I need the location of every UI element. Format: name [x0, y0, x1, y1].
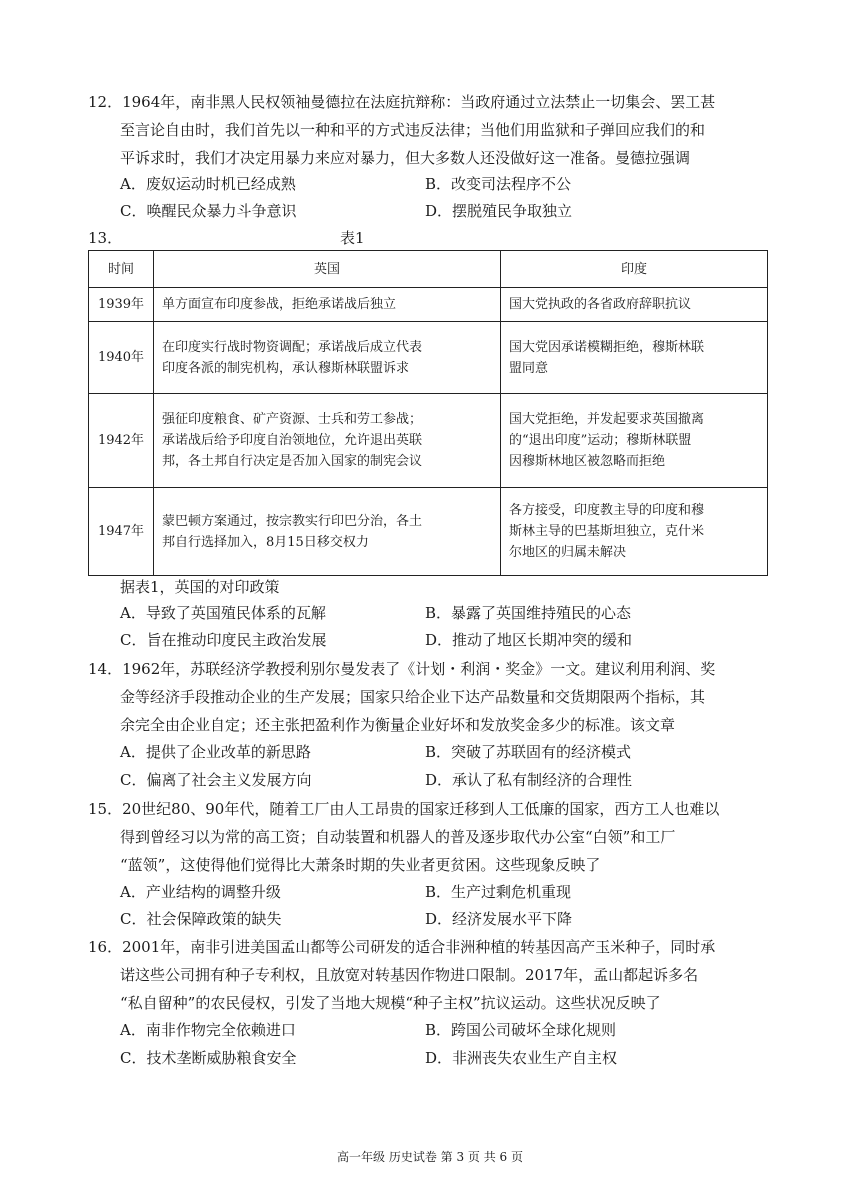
question-14-option-c[interactable]: C．偏离了社会主义发展方向: [120, 771, 312, 789]
cell-line: 蒙巴顿方案通过，按宗教实行印巴分治，各土: [162, 513, 423, 529]
question-13-option-b[interactable]: B．暴露了英国维持殖民的心态: [425, 604, 632, 622]
question-16-option-b[interactable]: B．跨国公司破坏全球化规则: [425, 1021, 617, 1039]
question-15-line-2: 得到曾经习以为常的高工资；自动装置和机器人的普及逐步取代办公室“白领”和工厂: [120, 828, 676, 846]
table-cell-uk: [154, 488, 501, 576]
table-cell-uk: [154, 394, 501, 488]
cell-line: 斯林主导的巴基斯坦独立，克什米: [509, 524, 705, 539]
cell-line: 盟同意: [509, 360, 549, 376]
table-header-india: 印度: [501, 251, 768, 288]
table-header-row: [89, 251, 768, 288]
table-header-uk: 英国: [154, 251, 501, 288]
question-14-line-1: 14．1962年，苏联经济学教授利别尔曼发表了《计划・利润・奖金》一文。建议利用利润、奖: [88, 660, 716, 678]
table-cell-year: 1939年: [89, 288, 154, 322]
table-cell-year: 1940年: [89, 322, 154, 394]
question-12-line-3: 平诉求时，我们才决定用暴力来应对暴力，但大多数人还没做好这一准备。曼德拉强调: [120, 149, 691, 167]
question-15-option-b[interactable]: B．生产过剩危机重现: [425, 883, 572, 901]
cell-line: 单方面宣布印度参战，拒绝承诺战后独立: [162, 297, 397, 312]
question-14-line-2: 金等经济手段推动企业的生产发展；国家只给企业下达产品数量和交货期限两个指标，其: [120, 688, 706, 706]
cell-line: 国大党拒绝，并发起要求英国撤离: [509, 412, 705, 427]
question-15-option-c[interactable]: C．社会保障政策的缺失: [120, 910, 282, 928]
table-cell-india: [501, 322, 768, 394]
policy-table: [88, 250, 768, 576]
table-row: [89, 488, 768, 576]
question-13-option-c[interactable]: C．旨在推动印度民主政治发展: [120, 631, 327, 649]
cell-line: 因穆斯林地区被忽略而拒绝: [509, 454, 666, 469]
table-row: [89, 394, 768, 488]
question-15-line-3: “蓝领”，这使得他们觉得比大萧条时期的失业者更贫困。这些现象反映了: [120, 856, 601, 874]
question-15-option-d[interactable]: D．经济发展水平下降: [425, 910, 573, 928]
question-13-option-a[interactable]: A．导致了英国殖民体系的瓦解: [120, 604, 326, 622]
question-16-option-c[interactable]: C．技术垄断威胁粮食安全: [120, 1049, 297, 1067]
question-12-option-c[interactable]: C．唤醒民众暴力斗争意识: [120, 202, 297, 220]
table-header-time: 时间: [89, 251, 154, 288]
question-15-option-a[interactable]: A．产业结构的调整升级: [120, 883, 281, 901]
cell-line: 印度各派的制宪机构，承认穆斯林联盟诉求: [162, 360, 410, 376]
table-cell-india: [501, 394, 768, 488]
cell-line: 的“退出印度”运动；穆斯林联盟: [509, 433, 692, 448]
cell-line: 各方接受，印度教主导的印度和穆: [509, 503, 705, 518]
question-14-option-a[interactable]: A．提供了企业改革的新思路: [120, 743, 311, 761]
question-12-option-d[interactable]: D．摆脱殖民争取独立: [425, 202, 573, 220]
cell-line: 尔地区的归属未解决: [509, 545, 627, 560]
cell-line: 强征印度粮食、矿产资源、士兵和劳工参战；: [162, 412, 423, 427]
question-13-number: 13．: [88, 229, 123, 247]
question-14-option-d[interactable]: D．承认了私有制经济的合理性: [425, 771, 633, 789]
cell-line: 邦，各土邦自行决定是否加入国家的制宪会议: [162, 454, 423, 469]
question-16-option-a[interactable]: A．南非作物完全依赖进口: [120, 1021, 296, 1039]
question-14-line-3: 余完全由企业自定；还主张把盈利作为衡量企业好坏和发放奖金多少的标准。该文章: [120, 716, 676, 734]
question-14-option-b[interactable]: B．突破了苏联固有的经济模式: [425, 743, 632, 761]
cell-line: 国大党执政的各省政府辞职抗议: [509, 297, 692, 312]
table-cell-uk: [154, 322, 501, 394]
table-title: 表1: [340, 229, 365, 247]
question-12-line-2: 至言论自由时，我们首先以一种和平的方式违反法律；当他们用监狱和子弹回应我们的和: [120, 121, 706, 139]
cell-line: 邦自行选择加入，8月15日移交权力: [162, 534, 369, 550]
question-15-line-1: 15．20世纪80、90年代，随着工厂由人工昂贵的国家迁移到人工低廉的国家，西方工人也难以: [88, 800, 720, 818]
table-cell-year: 1942年: [89, 394, 154, 488]
table-row: [89, 288, 768, 322]
cell-line: 在印度实行战时物资调配；承诺战后成立代表: [162, 339, 423, 355]
table-cell-uk: [154, 288, 501, 322]
question-16-line-3: “私自留种”的农民侵权，引发了当地大规模“种子主权”抗议运动。这些状况反映了: [120, 994, 661, 1012]
question-16-option-d[interactable]: D．非洲丧失农业生产自主权: [425, 1049, 618, 1067]
table-cell-india: [501, 488, 768, 576]
page-footer: 高一年级 历史试卷 第 3 页 共 6 页: [337, 1150, 523, 1164]
cell-line: 承诺战后给予印度自治领地位，允许退出英联: [162, 433, 423, 448]
cell-line: 国大党因承诺模糊拒绝，穆斯林联: [509, 339, 705, 355]
question-13-stem: 据表1，英国的对印政策: [120, 578, 280, 596]
table-cell-year: 1947年: [89, 488, 154, 576]
question-12-option-b[interactable]: B．改变司法程序不公: [425, 175, 572, 193]
question-12-line-1: 12．1964年，南非黑人民权领袖曼德拉在法庭抗辩称：当政府通过立法禁止一切集会、罢工甚: [88, 93, 716, 111]
question-16-line-2: 诺这些公司拥有种子专利权，且放宽对转基因作物进口限制。2017年，孟山都起诉多名: [120, 966, 699, 984]
table-row: [89, 322, 768, 394]
question-13-option-d[interactable]: D．推动了地区长期冲突的缓和: [425, 631, 633, 649]
question-12-option-a[interactable]: A．废奴运动时机已经成熟: [120, 175, 296, 193]
question-16-line-1: 16．2001年，南非引进美国孟山都等公司研发的适合非洲种植的转基因高产玉米种子，同时承: [88, 938, 716, 956]
table-cell-india: [501, 288, 768, 322]
